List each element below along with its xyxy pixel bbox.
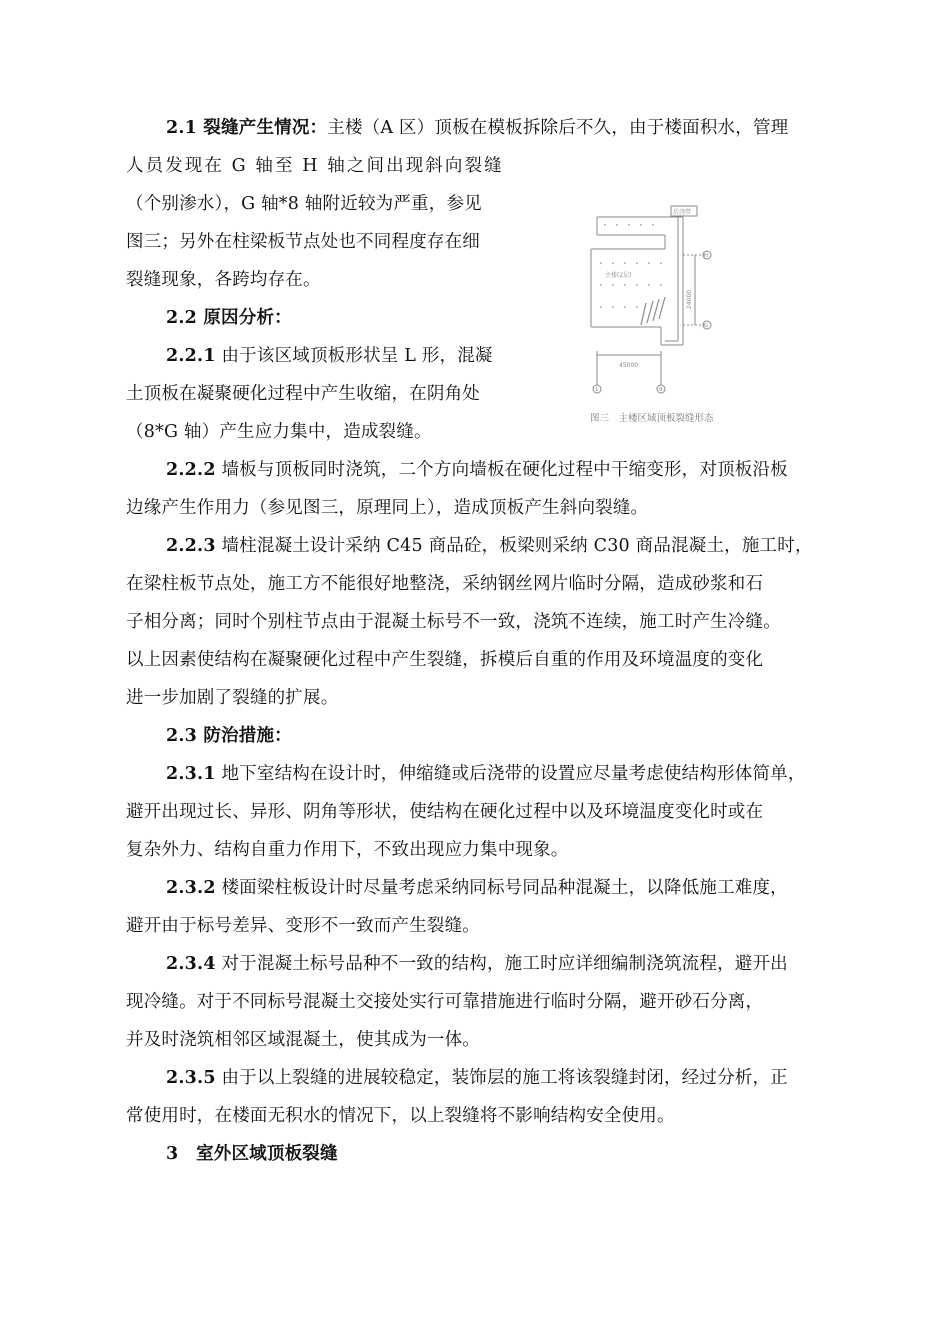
para-2-2-2-line-1: 2.2.2 墙板与顶板同时浇筑，二个方向墙板在硬化过程中干缩变形，对顶板沿板 (166, 460, 788, 480)
para-2-2-3-line-5: 进一步加剧了裂缝的扩展。 (126, 688, 339, 708)
axis-8-label: 8 (659, 387, 663, 393)
para-2-2-1-line-2: 土顶板在凝聚硬化过程中产生收缩，在阴角处 (126, 384, 480, 404)
para-2-2-3-line-2: 在梁柱板节点处，施工方不能很好地整浇，采纳钢丝网片临时分隔，造成砂浆和石 (126, 574, 764, 594)
figure-3-crack-diagram (583, 205, 723, 435)
heading-2-3: 2.3 防治措施： (166, 726, 292, 746)
para-2-3-2-line-2: 避开由于标号差异、变形不一致而产生裂缝。 (126, 916, 480, 936)
section-label: 2.1 裂缝产生情况： (166, 118, 328, 138)
heading-3: 3 室外区域顶板裂缝 (166, 1144, 338, 1164)
main-building-label: 主楼(2层) (605, 272, 632, 279)
axis-1-label: 1 (595, 387, 599, 393)
para-2-3-4-line-1: 2.3.4 对于混凝土标号品种不一致的结构，施工时应详细编制浇筑流程，避开出 (166, 954, 788, 974)
para-2-3-1-line-3: 复杂外力、结构自重力作用下，不致出现应力集中现象。 (126, 840, 569, 860)
para-2-3-4-line-2: 现冷缝。对于不同标号混凝土交接处实行可靠措施进行临时分隔，避开砂石分离， (126, 992, 764, 1012)
para-2-2-3-line-3: 子相分离；同时个别柱节点由于混凝土标号不一致，浇筑不连续，施工时产生冷缝。 (126, 612, 781, 632)
floor-plan-drawing (583, 205, 723, 405)
para-2-1-line-1: 2.1 裂缝产生情况：主楼（A 区）顶板在模板拆除后不久，由于楼面积水，管理 (166, 118, 789, 138)
para-2-3-1-line-1: 2.3.1 地下室结构在设计时，伸缩缝或后浇带的设置应尽量考虑使结构形体简单， (166, 764, 806, 784)
para-2-2-3-line-4: 以上因素使结构在凝聚硬化过程中产生裂缝，拆模后自重的作用及环境温度的变化 (126, 650, 764, 670)
para-2-1-line-2: 人员发现在 G 轴至 H 轴之间出现斜向裂缝 (126, 156, 504, 176)
dimension-horizontal: 45000 (619, 362, 639, 369)
axis-h-label: H (704, 253, 709, 259)
para-2-3-2-line-1: 2.3.2 楼面梁柱板设计时尽量考虑采纳同标号同品种混凝土，以降低施工难度， (166, 878, 788, 898)
para-2-2-1-line-1: 2.2.1 由于该区域顶板形状呈 L 形，混凝 (166, 346, 493, 366)
para-2-2-3-line-1: 2.2.3 墙柱混凝土设计采纳 C45 商品砼，板梁则采纳 C30 商品混凝土，施工时， (166, 536, 813, 556)
heading-2-2: 2.2 原因分析： (166, 308, 292, 328)
para-2-3-1-line-2: 避开出现过长、异形、阴角等形状，使结构在硬化过程中以及环境温度变化时或在 (126, 802, 764, 822)
para-2-3-5-line-1: 2.3.5 由于以上裂缝的进展较稳定，装饰层的施工将该裂缝封闭，经过分析，正 (166, 1068, 788, 1088)
post-pour-strip-label: 后浇带 (673, 209, 692, 216)
para-2-2-1-line-3: （8*G 轴）产生应力集中，造成裂缝。 (126, 422, 432, 442)
dimension-vertical: 24000 (686, 289, 693, 309)
para-2-1-line-4: 图三；另外在柱梁板节点处也不同程度存在细 (126, 232, 480, 252)
figure-caption: 图三 主楼区域顶板裂缝形态 (590, 413, 714, 424)
para-2-3-4-line-3: 并及时浇筑相邻区域混凝土，使其成为一体。 (126, 1030, 480, 1050)
para-2-1-line-5: 裂缝现象，各跨均存在。 (126, 270, 321, 290)
axis-g-label: G (704, 323, 709, 329)
para-2-1-line-3: （个别渗水），G 轴*8 轴附近较为严重，参见 (126, 194, 482, 214)
para-2-2-2-line-2: 边缘产生作用力（参见图三，原理同上），造成顶板产生斜向裂缝。 (126, 498, 649, 518)
crack-lines (641, 297, 665, 325)
para-2-3-5-line-2: 常使用时，在楼面无积水的情况下，以上裂缝将不影响结构安全使用。 (126, 1106, 675, 1126)
